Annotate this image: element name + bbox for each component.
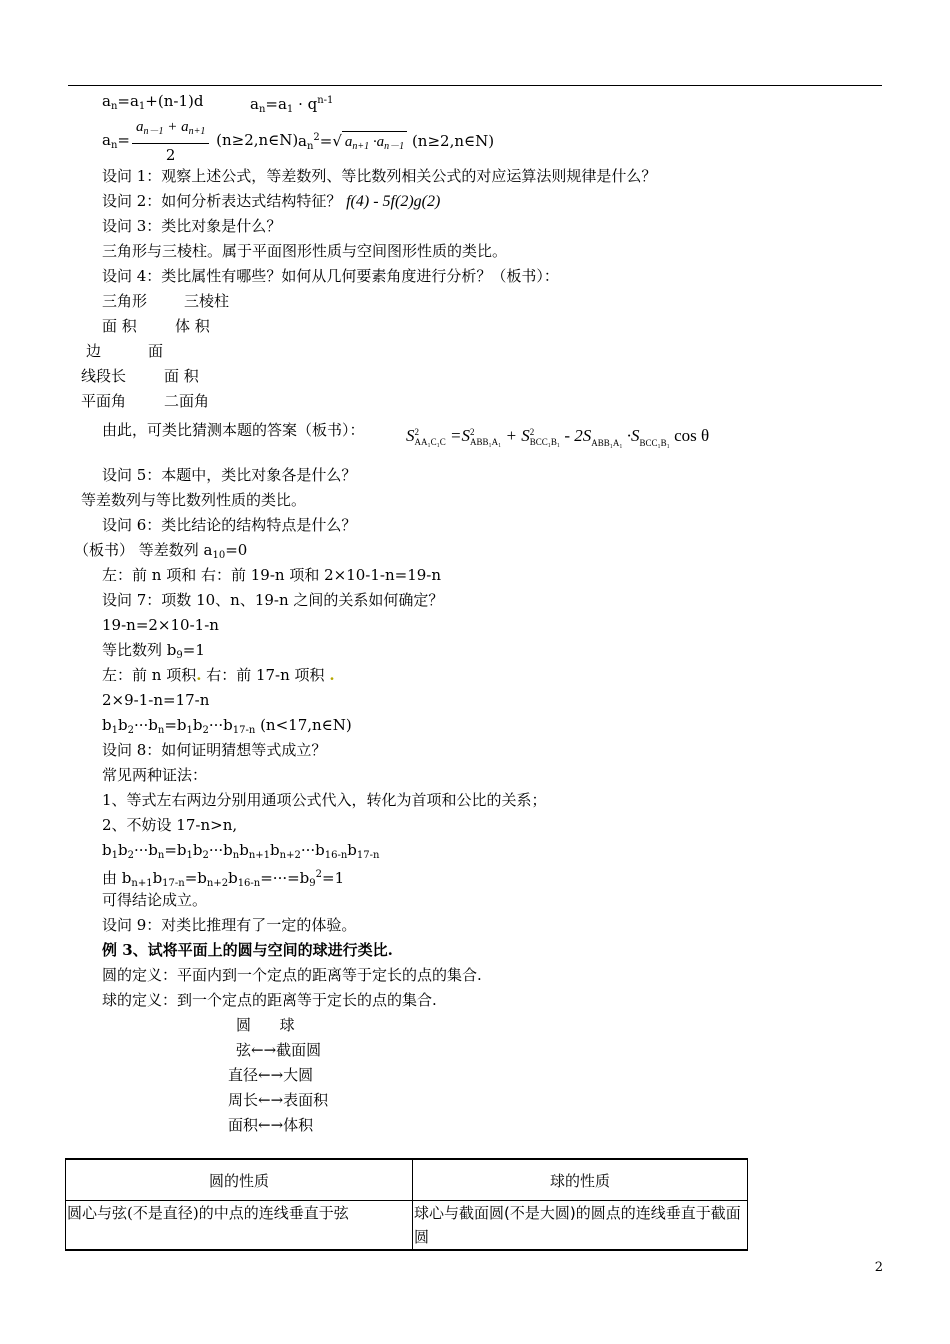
circle-definition: 圆的定义：平面内到一个定点的距离等于定长的点的集合. (102, 966, 482, 984)
pair-right: 二面角 (164, 392, 210, 410)
equation-1: 19-n=2×10-1-n (102, 616, 219, 634)
question-3: 设问 3：类比对象是什么？ (102, 217, 282, 235)
question-8: 设问 8：如何证明猜想等式成立？ (102, 741, 327, 759)
header-rule (68, 85, 882, 86)
board-arithmetic: （板书） 等差数列 $a_{10}=0$ (74, 541, 248, 561)
formula-arithmetic-mean: $a_n=$ $\frac{a_{n-1} + a_{n+1}}{2}$ (n≥2,n∈N) (102, 116, 298, 166)
properties-table (65, 1158, 748, 1251)
pair-left: 边 (86, 342, 102, 360)
pair-left: 三角形 (102, 292, 148, 310)
table-row (66, 1201, 748, 1251)
method-2: 2、不妨设 17-n>n, (102, 816, 238, 834)
pair-left: 面 积 (102, 317, 137, 335)
pair-right: 三棱柱 (184, 292, 230, 310)
pair-right: 体 积 (175, 317, 210, 335)
pair-left: 平面角 (81, 392, 127, 410)
left-right-product: 左：前 n 项积. 右：前 17-n 项积 . (102, 666, 335, 684)
guess-text: 由此，可类比猜测本题的答案（板书）： (102, 421, 365, 439)
product-equation: $b_1b_2\cdot\cdot\cdot b_n=b_1b_2\cdot\cdot\cdot b_{17-n}$ (n<17,n∈N) (102, 716, 352, 736)
circle-sphere-header: 圆 球 (236, 1016, 295, 1034)
question-9: 设问 9：对类比推理有了一定的体验。 (102, 916, 357, 934)
question-2: 设问 2：如何分析表达式结构特征？ f(4) - 5f(2)g(2) (102, 192, 441, 210)
table-header-row (66, 1159, 748, 1201)
question-5: 设问 5：本题中，类比对象各是什么？ (102, 466, 357, 484)
pair-right: 面 积 (164, 367, 199, 385)
pair-product-relation: 由 $b_{n+1}b_{17-n}=b_{n+2}b_{16-n}=\cdot\cdot\cdot=b_9^2=1$ (102, 869, 345, 889)
fraction: $\frac{a_{n-1} + a_{n+1}}{2}$ (132, 116, 209, 166)
answer-5: 等差数列与等比数列性质的类比。 (81, 491, 307, 509)
conclusion: 可得结论成立。 (102, 891, 208, 909)
correspondence-item: 周长←→表面积 (228, 1091, 329, 1109)
example-3-title: 例 3、试将平面上的圆与空间的球进行类比. (102, 941, 393, 959)
product-expansion: $b_1b_2\cdot\cdot\cdot b_n=b_1b_2\cdot\cdot\cdot b_nb_{n+1}b_{n+2}\cdot\cdot\cdot b_{16-n}b_{17-n}$ (102, 841, 380, 861)
methods-heading: 常见两种证法： (102, 766, 208, 784)
method-1: 1、等式左右两边分别用通项公式代入，转化为首项和公比的关系； (102, 791, 547, 809)
table-cell-sphere: 球心与截面圆(不是大圆)的圆点的连线垂直于截面圆 (413, 1201, 748, 1251)
formula-arithmetic-general-term: $a_n=a_1+(n-1)d$ (102, 92, 204, 112)
guess-formula: S 2 AA₁C₁C =S 2 ABB₁A₁ + S 2 BCC₁B₁ - $2S_{ABB_1A_1} \cdot S_{BCC_1B_1}$ cos θ (406, 426, 710, 448)
formula-geometric-general-term: $a_n=a_1 \cdot q^{n-1}$ (250, 95, 334, 115)
table-header-circle: 圆的性质 (66, 1159, 413, 1201)
left-right-sum: 左：前 n 项和 右：前 19-n 项和 2×10-1-n=19-n (102, 566, 442, 584)
correspondence-item: 直径←→大圆 (228, 1066, 314, 1084)
correspondence-item: 弦←→截面圆 (236, 1041, 322, 1059)
formula-geometric-mean: $a_n^2=√$ $a_{n+1} \cdot a_{n-1}$ (n≥2,n∈N) (298, 128, 494, 157)
table-cell-circle: 圆心与弦(不是直径)的中点的连线垂直于弦 (66, 1201, 413, 1251)
question-4: 设问 4：类比属性有哪些？如何从几何要素角度进行分析？（板书）： (102, 267, 559, 285)
sphere-definition: 球的定义：到一个定点的距离等于定长的点的集合. (102, 991, 437, 1009)
equation-2: 2×9-1-n=17-n (102, 691, 210, 709)
sqrt-icon: √ (332, 132, 342, 150)
table-header-sphere: 球的性质 (413, 1159, 748, 1201)
answer-3: 三角形与三棱柱。属于平面图形性质与空间图形性质的类比。 (102, 242, 508, 260)
question-6: 设问 6：类比结论的结构特点是什么？ (102, 516, 357, 534)
correspondence-item: 面积←→体积 (228, 1116, 314, 1134)
question-1: 设问 1：观察上述公式，等差数列、等比数列相关公式的对应运算法则规律是什么？ (102, 167, 657, 185)
page-number: 2 (874, 1260, 883, 1275)
geometric-board: 等比数列 $b_9=1$ (102, 641, 205, 661)
question-7: 设问 7：项数 10、n、19-n 之间的关系如何确定？ (102, 591, 444, 609)
pair-left: 线段长 (81, 367, 127, 385)
pair-right: 面 (148, 342, 164, 360)
